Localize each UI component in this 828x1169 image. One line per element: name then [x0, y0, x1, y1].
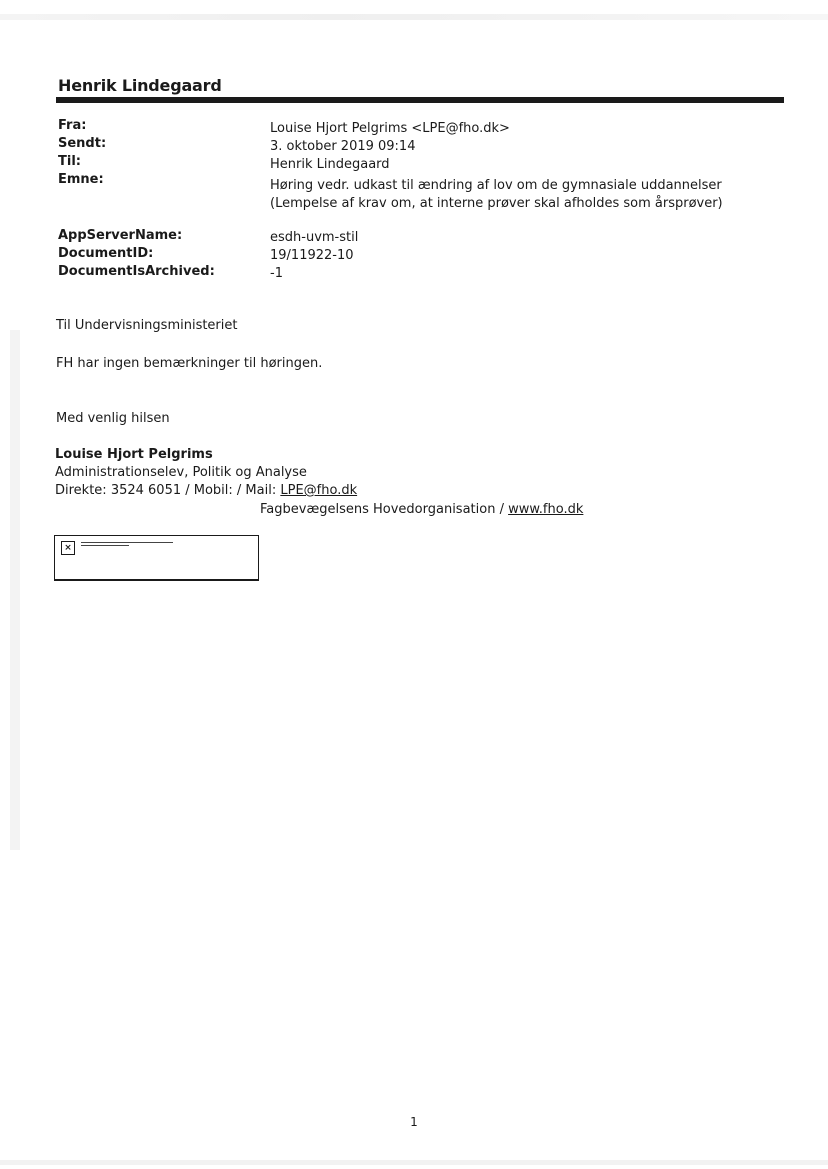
from-value: Louise Hjort Pelgrims <LPE@fho.dk> — [270, 121, 510, 136]
sent-label: Sendt: — [58, 136, 107, 151]
broken-image-icon: × — [61, 541, 75, 555]
signature-org-prefix: Fagbevægelsens Hovedorganisation / — [260, 502, 509, 517]
embedded-image-placeholder — [54, 535, 259, 581]
documentisarchived-label: DocumentIsArchived: — [58, 264, 215, 279]
page-number: 1 — [410, 1115, 418, 1129]
signature-contact — [55, 483, 357, 498]
mailbox-owner-name: Henrik Lindegaard — [58, 76, 222, 95]
appservername-label: AppServerName: — [58, 228, 183, 243]
documentid-value: 19/11922-10 — [270, 248, 354, 263]
signature-name: Louise Hjort Pelgrims — [55, 447, 213, 462]
documentid-label: DocumentID: — [58, 246, 154, 261]
header-divider — [56, 97, 784, 103]
signature-email-link[interactable]: LPE@fho.dk — [280, 483, 358, 498]
scan-artifact-bottom — [0, 1160, 828, 1165]
placeholder-text-line — [81, 542, 173, 543]
appservername-value: esdh-uvm-stil — [270, 230, 359, 245]
scan-artifact-left — [10, 330, 20, 850]
from-label: Fra: — [58, 118, 87, 133]
placeholder-text-line — [81, 545, 129, 546]
subject-label: Emne: — [58, 172, 104, 187]
signature-organisation — [260, 502, 583, 517]
subject-value: Høring vedr. udkast til ændring af lov om de gymnasiale uddannelser (Lempelse af krav om, at interne prøver skal afholdes som årsprøver) — [270, 178, 723, 211]
greeting-text: Til Undervisningsministeriet — [56, 318, 238, 333]
sent-value: 3. oktober 2019 09:14 — [270, 139, 416, 154]
documentisarchived-value: -1 — [270, 266, 283, 281]
signature-contact-prefix: Direkte: 3524 6051 / Mobil: / Mail: — [55, 483, 281, 498]
scan-artifact-top — [0, 14, 828, 20]
signature-title: Administrationselev, Politik og Analyse — [55, 465, 307, 480]
signature-website-link[interactable]: www.fho.dk — [508, 502, 584, 517]
closing-text: Med venlig hilsen — [56, 411, 170, 426]
to-value: Henrik Lindegaard — [270, 157, 390, 172]
to-label: Til: — [58, 154, 81, 169]
message-text: FH har ingen bemærkninger til høringen. — [56, 356, 323, 371]
